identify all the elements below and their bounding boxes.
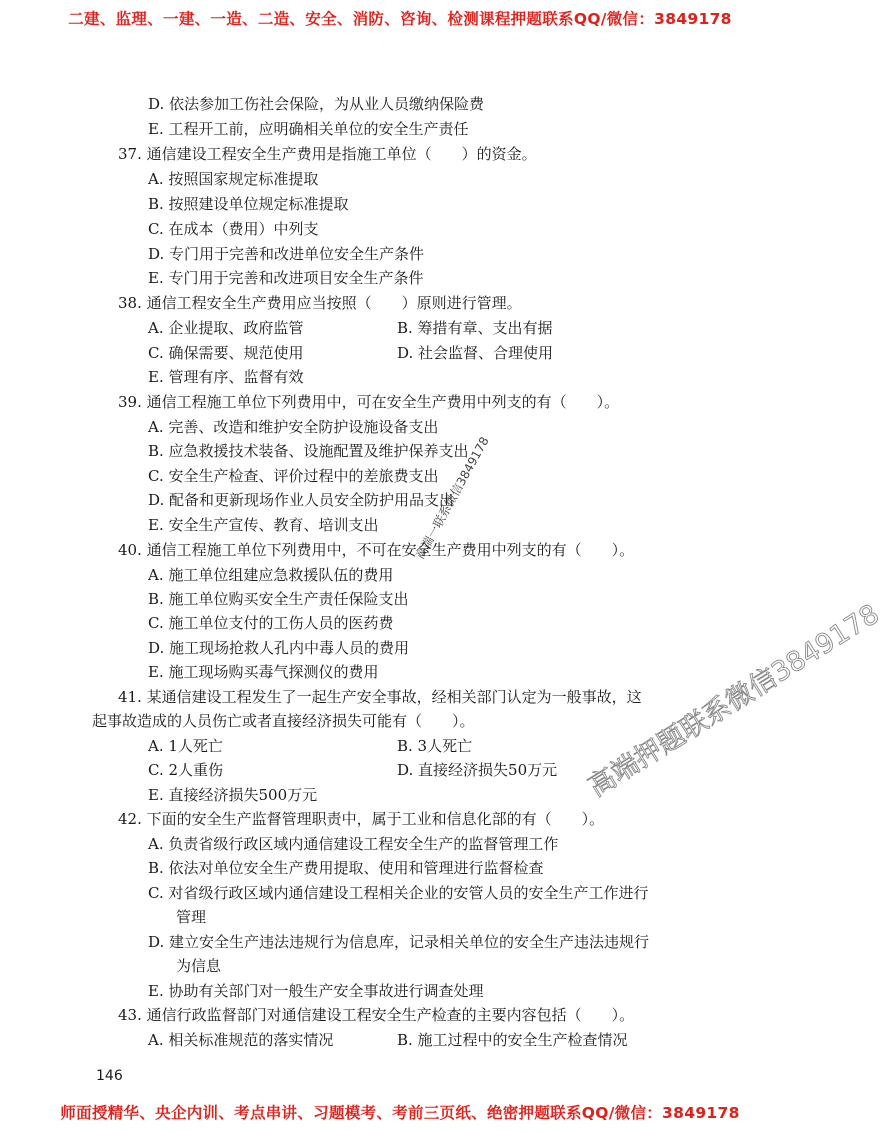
option-line-continued: 管理 (176, 908, 207, 926)
option-line: A. 按照国家规定标准提取 (148, 170, 319, 188)
option-line: D. 专门用于完善和改进单位安全生产条件 (148, 245, 425, 263)
option-line: D. 依法参加工伤社会保险，为从业人员缴纳保险费 (148, 95, 485, 113)
question-40-stem: 40. 通信工程施工单位下列费用中，不可在安全生产费用中列支的有（ ）。 (118, 541, 635, 559)
question-41-stem-continued: 起事故造成的人员伤亡或者直接经济损失可能有（ ）。 (92, 712, 475, 730)
option-line-continued: 为信息 (176, 957, 222, 975)
option-line: D. 直接经济损失50万元 (397, 761, 558, 779)
option-line: C. 2人重伤 (148, 761, 224, 779)
page-number: 146 (96, 1068, 123, 1084)
option-line: D. 施工现场抢救人孔内中毒人员的费用 (148, 639, 410, 657)
option-line: B. 施工过程中的安全生产检查情况 (397, 1031, 628, 1049)
option-line: A. 企业提取、政府监管 (148, 319, 304, 337)
option-line: B. 依法对单位安全生产费用提取、使用和管理进行监督检查 (148, 859, 544, 877)
option-line: C. 对省级行政区域内通信建设工程相关企业的安管人员的安全生产工作进行 (148, 884, 649, 902)
watermark-small: 高端一联系微信3849178 (412, 434, 492, 562)
question-43-stem: 43. 通信行政监督部门对通信建设工程安全生产检查的主要内容包括（ ）。 (118, 1006, 635, 1024)
option-line: D. 建立安全生产违法违规行为信息库，记录相关单位的安全生产违法违规行 (148, 933, 650, 951)
watermark-large: 高端押题联系微信3849178 (583, 598, 885, 804)
option-line: E. 工程开工前，应明确相关单位的安全生产责任 (148, 120, 469, 138)
option-line: E. 安全生产宣传、教育、培训支出 (148, 516, 379, 534)
option-line: E. 协助有关部门对一般生产安全事故进行调查处理 (148, 982, 484, 1000)
question-42-stem: 42. 下面的安全生产监督管理职责中，属于工业和信息化部的有（ ）。 (118, 810, 605, 828)
option-line: E. 管理有序、监督有效 (148, 368, 304, 386)
bottom-ad-banner: 师面授精华、央企内训、考点串讲、习题模考、考前三页纸、绝密押题联系QQ/微信：3849178 (60, 1104, 740, 1122)
option-line: B. 应急救援技术装备、设施配置及维护保养支出 (148, 442, 469, 460)
option-line: C. 安全生产检查、评价过程中的差旅费支出 (148, 467, 439, 485)
option-line: A. 负责省级行政区域内通信建设工程安全生产的监督管理工作 (148, 835, 559, 853)
option-line: E. 专门用于完善和改进项目安全生产条件 (148, 269, 424, 287)
option-line: A. 完善、改造和维护安全防护设施设备支出 (148, 418, 439, 436)
option-line: C. 确保需要、规范使用 (148, 344, 304, 362)
option-line: A. 施工单位组建应急救援队伍的费用 (148, 566, 394, 584)
option-line: D. 配备和更新现场作业人员安全防护用品支出 (148, 491, 455, 509)
option-line: B. 按照建设单位规定标准提取 (148, 195, 349, 213)
option-line: A. 1人死亡 (148, 737, 223, 755)
question-37-stem: 37. 通信建设工程安全生产费用是指施工单位（ ）的资金。 (118, 145, 537, 163)
option-line: B. 3人死亡 (397, 737, 473, 755)
question-38-stem: 38. 通信工程安全生产费用应当按照（ ）原则进行管理。 (118, 294, 522, 312)
option-line: A. 相关标准规范的落实情况 (148, 1031, 334, 1049)
option-line: D. 社会监督、合理使用 (397, 344, 554, 362)
option-line: B. 筹措有章、支出有据 (397, 319, 553, 337)
option-line: B. 施工单位购买安全生产责任保险支出 (148, 590, 409, 608)
option-line: E. 直接经济损失500万元 (148, 786, 318, 804)
option-line: C. 施工单位支付的工伤人员的医药费 (148, 614, 394, 632)
option-line: C. 在成本（费用）中列支 (148, 220, 319, 238)
question-39-stem: 39. 通信工程施工单位下列费用中，可在安全生产费用中列支的有（ ）。 (118, 393, 620, 411)
option-line: E. 施工现场购买毒气探测仪的费用 (148, 663, 379, 681)
top-ad-banner: 二建、监理、一建、一造、二造、安全、消防、咨询、检测课程押题联系QQ/微信：3849178 (68, 10, 732, 28)
question-41-stem: 41. 某通信建设工程发生了一起生产安全事故，经相关部门认定为一般事故，这 (118, 688, 642, 706)
